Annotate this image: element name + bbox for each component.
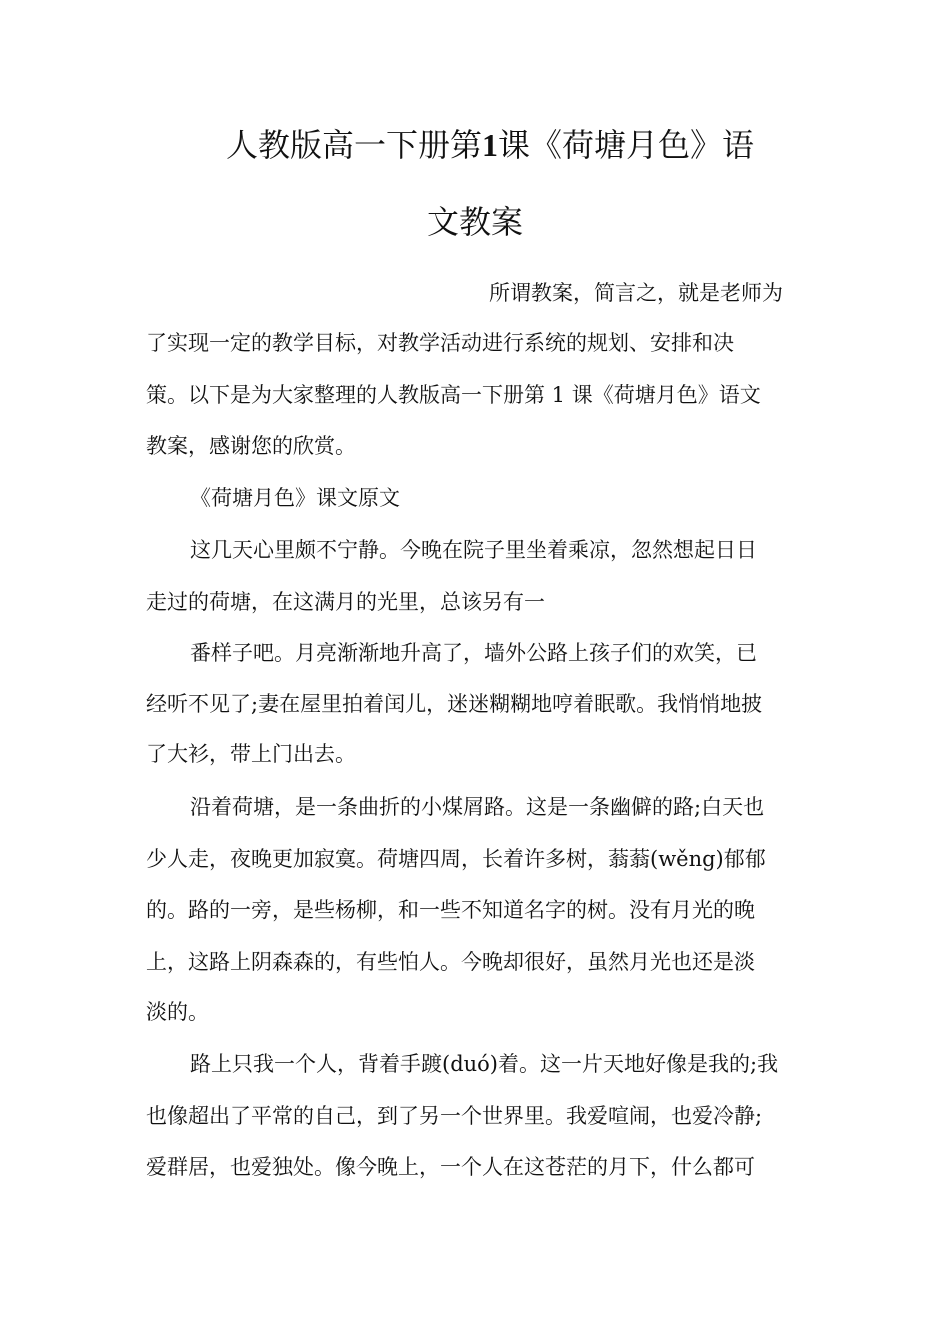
paragraph-line: 走过的荷塘，在这满月的光里，总该另有一 (146, 590, 545, 614)
intro-line: 教案，感谢您的欣赏。 (146, 434, 356, 458)
paragraph-line: 少人走，夜晚更加寂寞。荷塘四周，长着许多树，蓊蓊(wěng)郁郁 (146, 847, 766, 871)
paragraph-line: 淡的。 (146, 1000, 209, 1024)
section-heading: 《荷塘月色》课文原文 (190, 486, 400, 510)
paragraph-line: 上，这路上阴森森的，有些怕人。今晚却很好，虽然月光也还是淡 (146, 950, 755, 974)
intro-line: 了实现一定的教学目标，对教学活动进行系统的规划、安排和决 (146, 331, 734, 355)
intro-line: 所谓教案，简言之，就是老师为 (489, 281, 783, 305)
paragraph-line: 这几天心里颇不宁静。今晚在院子里坐着乘凉，忽然想起日日 (190, 538, 757, 562)
document-title-line-1 (226, 125, 754, 165)
paragraph-line: 沿着荷塘，是一条曲折的小煤屑路。这是一条幽僻的路;白天也 (190, 795, 765, 819)
paragraph-line: 路上只我一个人，背着手踱(duó)着。这一片天地好像是我的;我 (190, 1052, 779, 1076)
intro-line: 策。以下是为大家整理的人教版高一下册第 1 课《荷塘月色》语文 (146, 383, 761, 407)
paragraph-line: 番样子吧。月亮渐渐地升高了，墙外公路上孩子们的欢笑，已 (190, 641, 757, 665)
title-lesson-number: 1 (482, 127, 499, 163)
paragraph-line: 经听不见了;妻在屋里拍着闰儿，迷迷糊糊地哼着眠歌。我悄悄地披 (146, 692, 763, 716)
title-text-part-2: 课《荷塘月色》语 (498, 126, 755, 164)
paragraph-line: 了大衫，带上门出去。 (146, 742, 356, 766)
document-title-line-2: 文教案 (427, 203, 524, 241)
paragraph-line: 的。路的一旁，是些杨柳，和一些不知道名字的树。没有月光的晚 (146, 898, 755, 922)
title-text-part-1: 人教版高一下册第 (226, 126, 483, 164)
paragraph-line: 也像超出了平常的自己，到了另一个世界里。我爱喧闹，也爱冷静; (146, 1104, 763, 1128)
paragraph-line: 爱群居，也爱独处。像今晚上，一个人在这苍茫的月下，什么都可 (146, 1155, 755, 1179)
